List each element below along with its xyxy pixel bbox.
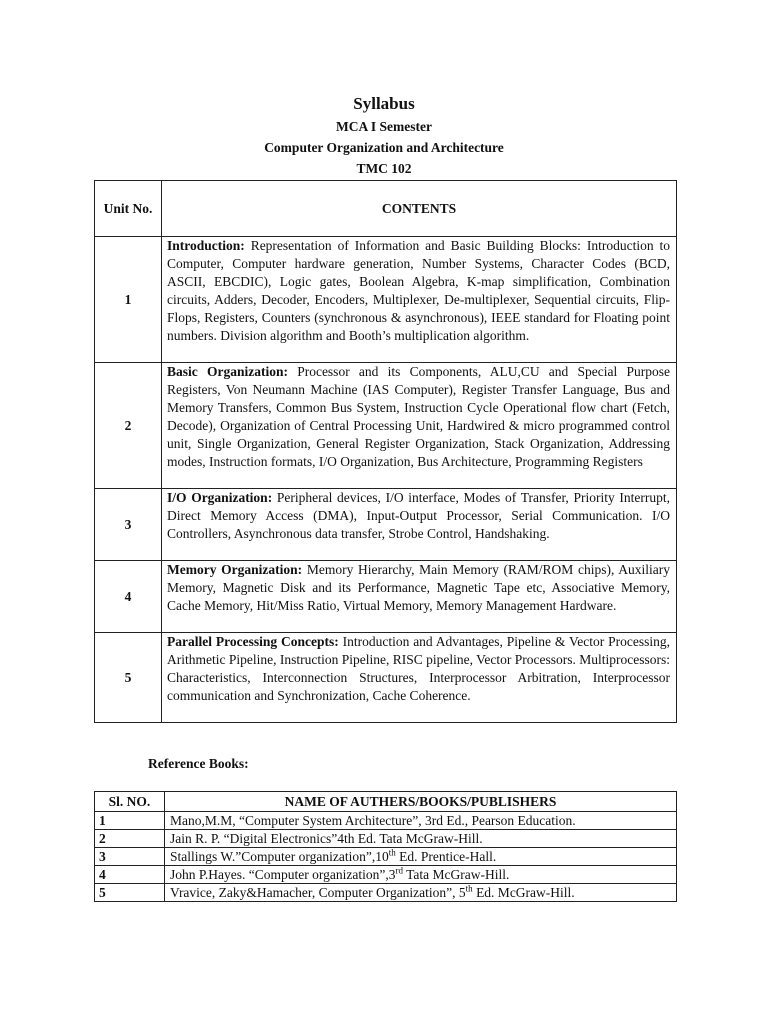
reference-superscript: rd [395,865,403,876]
unit-number: 1 [95,237,162,363]
unit-content [162,489,677,561]
unit-text: Processor and its Components, ALU,CU and Special Purpose Registers, Von Neumann Machine (IAS Computer), Register Transfer Language, Bus and Memory Transfers, Common Bus System, Instruction Cycle Operational flow chart (Fetch, Decode), Organization of Central Processing Unit, Hardwired & micro programmed control unit, Single Organization, General Register Organization, Stack Organization, Addressing modes, Instruction formats, I/O Organization, Bus Architecture, Programming Registers [167,364,670,469]
reference-superscript: th [388,847,396,858]
syllabus-row-2 [95,363,677,489]
reference-entry [165,812,677,830]
page-title: Syllabus [353,94,415,113]
syllabus-row-4 [95,561,677,633]
semester-label: MCA I Semester [336,119,432,134]
reference-row [95,812,677,830]
reference-text: John P.Hayes. “Computer organization”,3 [170,867,396,882]
reference-books-table [94,791,677,902]
sl-column-header: Sl. NO. [95,792,165,812]
reference-number: 4 [95,866,165,884]
reference-text: Stallings W.”Computer organization”,10 [170,849,389,864]
unit-column-header: Unit No. [95,181,162,237]
unit-text: Memory Hierarchy, Main Memory (RAM/ROM chips), Auxiliary Memory, Magnetic Disk and its Performance, Magnetic Tape etc, Associative Memory, Cache Memory, Hit/Miss Ratio, Virtual Memory, Memory Management Hardware. [167,562,670,613]
reference-number: 5 [95,884,165,902]
unit-heading: Memory Organization: [167,562,303,577]
unit-heading: Introduction: [167,238,245,253]
unit-heading: I/O Organization: [167,490,273,505]
syllabus-header-row [95,181,677,237]
unit-heading: Basic Organization: [167,364,288,379]
unit-number: 4 [95,561,162,633]
syllabus-row-3 [95,489,677,561]
name-column-header: NAME OF AUTHERS/BOOKS/PUBLISHERS [165,792,677,812]
unit-heading: Parallel Processing Concepts: [167,634,339,649]
reference-text-tail: Ed. McGraw-Hill. [472,885,575,900]
unit-number: 5 [95,633,162,723]
document-header [0,92,768,179]
reference-text-tail: Tata McGraw-Hill. [402,867,510,882]
unit-number: 3 [95,489,162,561]
references-header-row [95,792,677,812]
reference-row [95,848,677,866]
reference-entry [165,830,677,848]
course-title: Computer Organization and Architecture [264,140,504,155]
syllabus-row-1 [95,237,677,363]
unit-text: Introduction and Advantages, Pipeline & Vector Processing, Arithmetic Pipeline, Instruction Pipeline, RISC pipeline, Vector Processors. Multiprocessors: Characteristics, Interconnection Structures, Interprocessor Arbitration, Interprocessor communication and Synchronization, Cache Coherence. [167,634,670,703]
reference-entry [165,884,677,902]
reference-number: 3 [95,848,165,866]
syllabus-table [94,180,677,723]
unit-number: 2 [95,363,162,489]
reference-entry [165,848,677,866]
course-code: TMC 102 [356,161,412,176]
unit-text: Representation of Information and Basic Building Blocks: Introduction to Computer, Computer hardware generation, Number Systems, Character Codes (BCD, ASCII, EBCDIC), Logic gates, Boolean Algebra, K-map simplification, Combination circuits, Adders, Decoder, Encoders, Multiplexer, De-multiplexer, Sequential circuits, Flip-Flops, Registers, Counters (synchronous & asynchronous), IEEE standard for Floating point numbers. Division algorithm and Booth’s multiplication algorithm. [167,238,670,343]
reference-superscript: th [465,883,473,894]
reference-text: Vravice, Zaky&Hamacher, Computer Organization”, 5 [170,885,466,900]
unit-content [162,237,677,363]
unit-content [162,363,677,489]
reference-row [95,830,677,848]
reference-number: 2 [95,830,165,848]
reference-number: 1 [95,812,165,830]
unit-text: Peripheral devices, I/O interface, Modes of Transfer, Priority Interrupt, Direct Memory Access (DMA), Input-Output Processor, Serial Communication. I/O Controllers, Asynchronous data transfer, Strobe Control, Handshaking. [167,490,671,541]
reference-row [95,866,677,884]
contents-column-header: CONTENTS [162,181,677,237]
reference-entry [165,866,677,884]
syllabus-row-5 [95,633,677,723]
reference-books-label: Reference Books: [148,756,249,771]
reference-text-tail: Ed. Prentice-Hall. [395,849,497,864]
reference-text: Mano,M.M, “Computer System Architecture”, 3rd Ed., Pearson Education. [170,813,576,828]
reference-row [95,884,677,902]
unit-content [162,561,677,633]
unit-content [162,633,677,723]
reference-text: Jain R. P. “Digital Electronics”4th Ed. Tata McGraw-Hill. [170,831,483,846]
